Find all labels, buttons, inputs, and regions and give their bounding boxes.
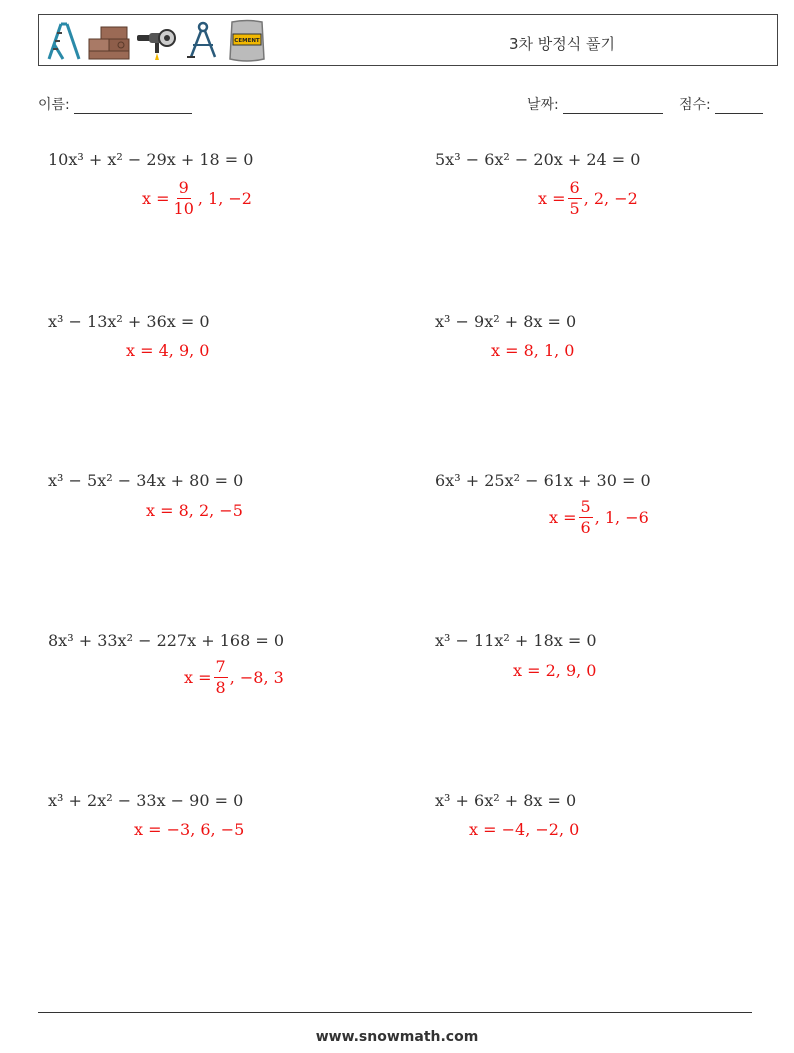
- cement-label: CEMENT: [234, 38, 260, 44]
- answer-fraction: [579, 497, 593, 538]
- answer-fraction: [172, 178, 196, 219]
- answer-1: [142, 178, 252, 219]
- fraction-numerator: 5: [580, 497, 591, 516]
- problem-4: x³ − 9x² + 8x = 0: [435, 312, 577, 331]
- footer-url[interactable]: www.snowmath.com: [315, 1029, 479, 1045]
- answer-5: x = 8, 2, −5: [146, 501, 243, 520]
- answer-3: x = 4, 9, 0: [126, 341, 210, 360]
- name-blank[interactable]: [74, 99, 192, 114]
- wood-planks-icon: [87, 21, 131, 61]
- answer-rest: , 1, −2: [197, 189, 252, 208]
- name-label: 이름:: [38, 97, 70, 113]
- score-label: 점수:: [679, 97, 711, 113]
- date-label: 날짜:: [527, 97, 559, 113]
- problem-10: x³ + 6x² + 8x = 0: [435, 791, 577, 810]
- fraction-numerator: 6: [569, 178, 580, 197]
- fraction-denominator: 10: [173, 199, 194, 218]
- date-blank[interactable]: [563, 99, 663, 114]
- answer-4: x = 8, 1, 0: [491, 341, 575, 360]
- problem-9: x³ + 2x² − 33x − 90 = 0: [48, 791, 244, 810]
- answer-6: [549, 497, 649, 538]
- problem-6: 6x³ + 25x² − 61x + 30 = 0: [435, 471, 651, 490]
- answer-rest: , 2, −2: [583, 189, 638, 208]
- angle-grinder-icon: [135, 21, 179, 61]
- fraction-denominator: 8: [215, 678, 226, 697]
- answer-prefix: x =: [184, 668, 212, 687]
- cement-bag-icon: [227, 19, 267, 63]
- problem-8: x³ − 11x² + 18x = 0: [435, 631, 597, 650]
- score-blank[interactable]: [715, 99, 763, 114]
- answer-prefix: x =: [142, 189, 170, 208]
- problem-5: x³ − 5x² − 34x + 80 = 0: [48, 471, 244, 490]
- date-field[interactable]: [527, 94, 663, 114]
- answer-rest: , 1, −6: [594, 508, 649, 527]
- answer-fraction: [214, 657, 228, 698]
- fraction-denominator: 6: [580, 518, 591, 537]
- header-icons: [45, 20, 267, 62]
- answer-rest: , −8, 3: [229, 668, 284, 687]
- page-title: 3차 방정식 풀기: [509, 35, 616, 53]
- answer-10: x = −4, −2, 0: [469, 820, 580, 839]
- answer-2: [538, 178, 638, 219]
- answer-prefix: x =: [538, 189, 566, 208]
- name-field[interactable]: [38, 94, 192, 114]
- answer-7: [184, 657, 284, 698]
- fraction-numerator: 7: [215, 657, 226, 676]
- problem-1: 10x³ + x² − 29x + 18 = 0: [48, 150, 254, 169]
- answer-9: x = −3, 6, −5: [134, 820, 245, 839]
- worksheet-header: [38, 14, 778, 66]
- problem-7: 8x³ + 33x² − 227x + 168 = 0: [48, 631, 285, 650]
- footer-divider: [38, 1012, 752, 1013]
- answer-fraction: [568, 178, 582, 219]
- score-field[interactable]: [679, 94, 763, 114]
- fraction-numerator: 9: [178, 178, 189, 197]
- answer-prefix: x =: [549, 508, 577, 527]
- fraction-denominator: 5: [569, 199, 580, 218]
- answer-8: x = 2, 9, 0: [513, 661, 597, 680]
- ladder-icon: [45, 21, 83, 61]
- problem-2: 5x³ − 6x² − 20x + 24 = 0: [435, 150, 641, 169]
- drafting-compass-icon: [183, 21, 223, 61]
- problem-3: x³ − 13x² + 36x = 0: [48, 312, 210, 331]
